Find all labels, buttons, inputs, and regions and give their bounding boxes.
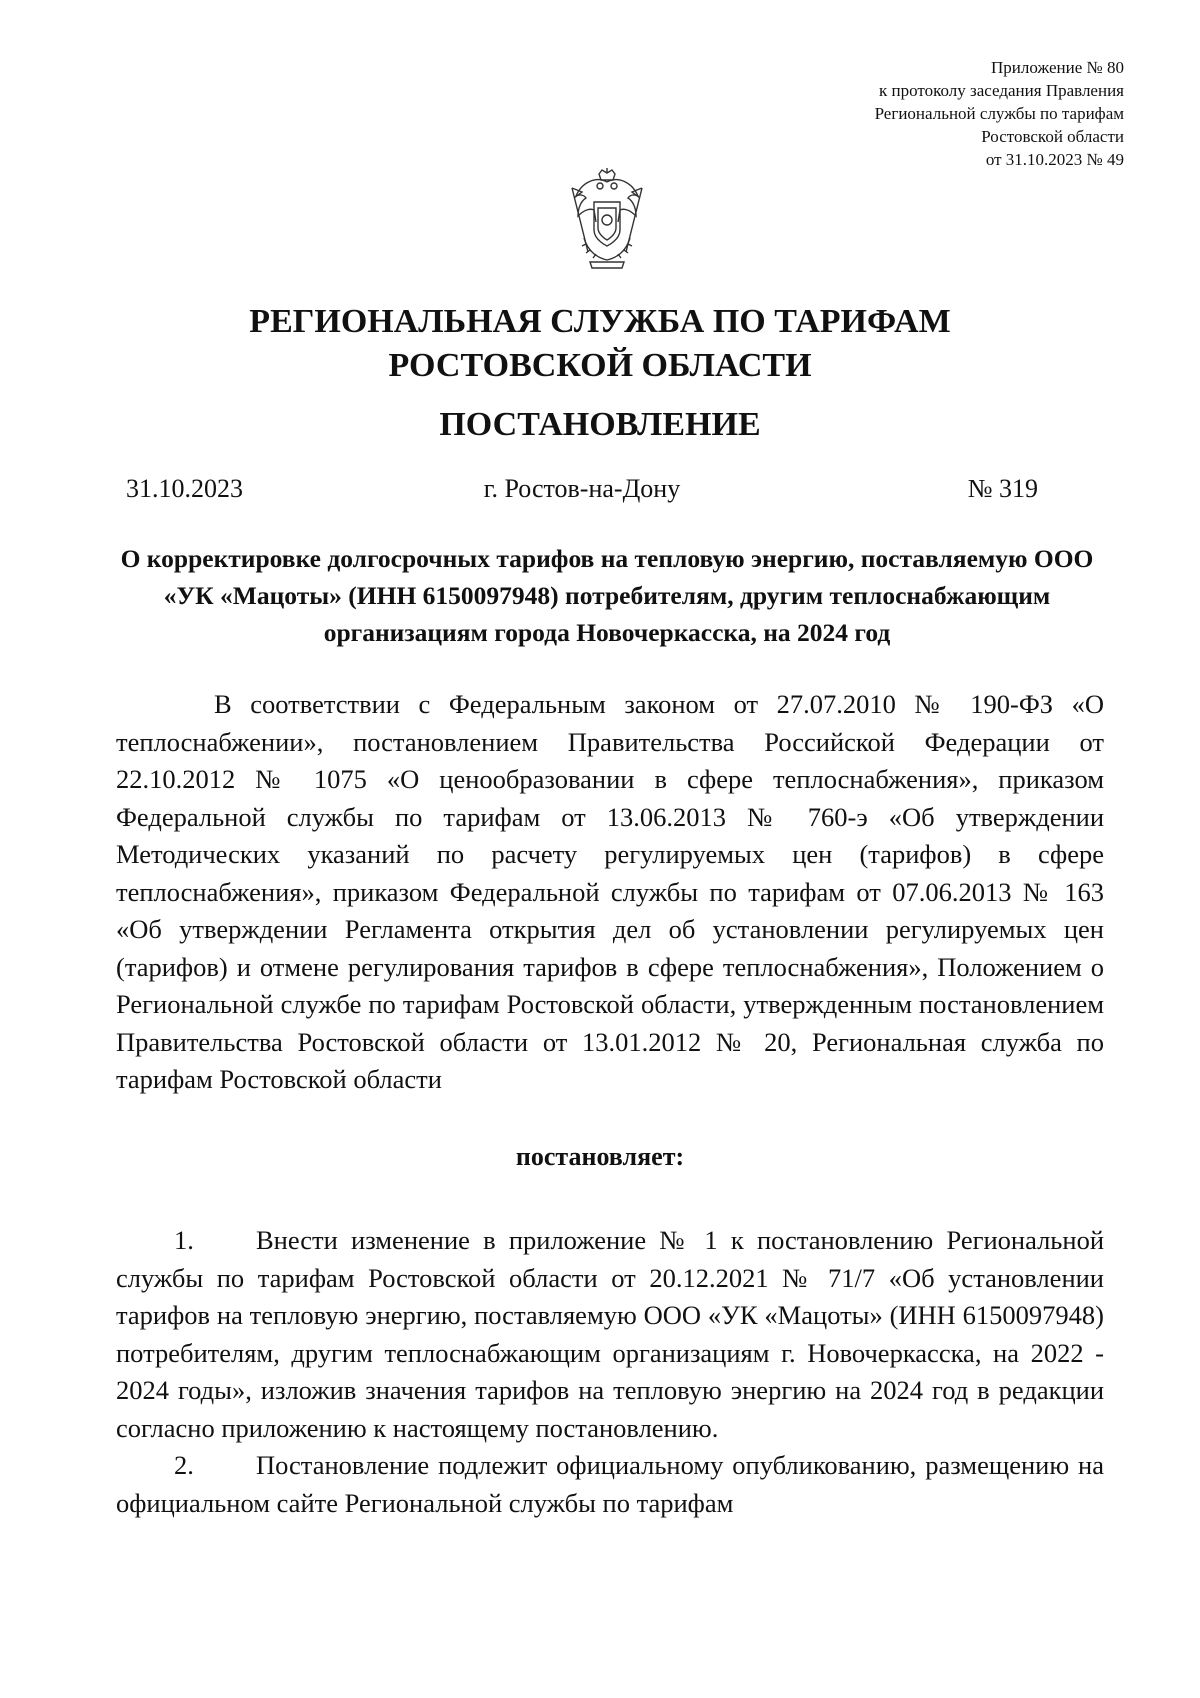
appendix-line: Региональной службы по тарифам	[874, 104, 1124, 123]
resolution-items	[116, 1222, 1104, 1522]
document-date: 31.10.2023	[126, 474, 243, 503]
item-number: 2.	[174, 1450, 194, 1480]
preamble	[116, 686, 1104, 1099]
resolves-heading: постановляет:	[515, 1142, 685, 1171]
organization-line: РОСТОВСКОЙ ОБЛАСТИ	[388, 347, 812, 384]
resolution-item	[116, 1447, 1104, 1522]
appendix-line: от 31.10.2023 № 49	[985, 150, 1124, 169]
preamble-paragraph: В соответствии с Федеральным законом от 27.07.2010 № 190-ФЗ «О теплоснабжении», постановлением Правительства Российской Федерации от 22.10.2012 № 1075 «О ценообразовании в сфере теплоснабжения», приказом Федеральной службы по тарифам от 13.06.2013 № 760-э «Об утверждении Методических указаний по расчету регулируемых цен (тарифов) в сфере теплоснабжения», приказом Федеральной службы по тарифам от 07.06.2013 № 163 «Об утверждении Регламента открытия дел об установлении регулируемых цен (тарифов) и отмене регулирования тарифов в сфере теплоснабжения», Положением о Региональной службе по тарифам Ростовской области, утвержденным постановлением Правительства Ростовской области от 13.01.2012 № 20, Региональная служба по тарифам Ростовской области	[116, 689, 1104, 1094]
item-text: Постановление подлежит официальному опубликованию, размещению на официальном сайте Региональной службы по тарифам	[116, 1450, 1104, 1518]
document-city: г. Ростов-на-Дону	[483, 474, 681, 503]
appendix-line: Приложение № 80	[991, 58, 1124, 77]
coat-of-arms-icon	[566, 168, 648, 272]
document-subject: О корректировке долгосрочных тарифов на тепловую энергию, поставляемую ООО «УК «Мацоты» (ИНН 6150097948) потребителям, другим теплоснабжающим организациям города Новочеркасска, на 2024 год	[120, 544, 1094, 647]
appendix-note	[664, 56, 1124, 171]
document-number: № 319	[967, 474, 1038, 503]
organization-line: РЕГИОНАЛЬНАЯ СЛУЖБА ПО ТАРИФАМ	[249, 303, 951, 340]
document-type: ПОСТАНОВЛЕНИЕ	[439, 406, 761, 443]
appendix-line: Ростовской области	[981, 127, 1124, 146]
item-text: Внести изменение в приложение № 1 к постановлению Региональной службы по тарифам Ростовской области от 20.12.2021 № 71/7 «Об установлении тарифов на тепловую энергию, поставляемую ООО «УК «Мацоты» (ИНН 6150097948) потребителям, другим теплоснабжающим организациям г. Новочеркасска, на 2022 - 2024 годы», изложив значения тарифов на тепловую энергию на 2024 год в редакции согласно приложению к настоящему постановлению.	[116, 1225, 1104, 1443]
resolution-item	[116, 1222, 1104, 1447]
item-number: 1.	[174, 1225, 194, 1255]
appendix-line: к протоколу заседания Правления	[879, 81, 1124, 100]
organization-name	[0, 300, 1200, 388]
header-row	[126, 474, 1038, 508]
